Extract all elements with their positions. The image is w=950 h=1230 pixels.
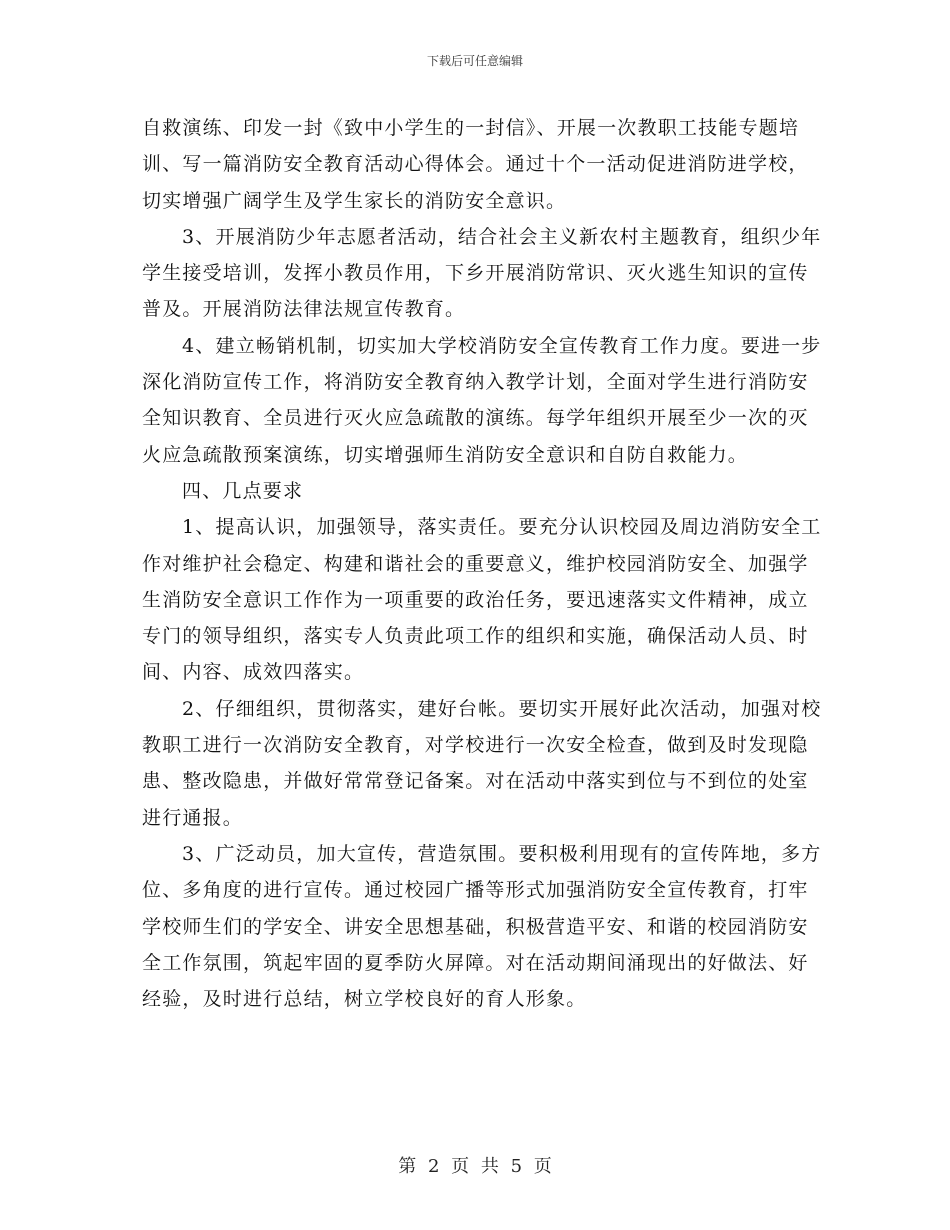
page-header-note: 下载后可任意编辑 — [426, 54, 523, 68]
paragraph-continuation: 自救演练、印发一封《致中小学生的一封信》、开展一次教职工技能专题培训、写一篇消防安全教育活动心得体会。通过十个一活动促进消防进学校，切实增强广阔学生及学生家长的消防安全意识。 — [142, 117, 809, 212]
paragraph-item-3: 3、开展消防少年志愿者活动，结合社会主义新农村主题教育，组织少年学生接受培训，发挥小教员作用，下乡开展消防常识、灭火逃生知识的宣传普及。开展消防法律法规宣传教育。 — [142, 225, 822, 321]
requirement-item-3: 3、广泛动员，加大宣传，营造氛围。要积极利用现有的宣传阵地，多方位、多角度的进行宣传。通过校园广播等形式加强消防安全宣传教育，打牢学校师生们的学安全、讲安全思想基础，积极营造平安、和谐的校园消防安全工作氛围，筑起牢固的夏季防火屏障。对在活动期间涌现出的好做法、好经验，及时进行总结，树立学校良好的育人形象。 — [142, 842, 822, 1011]
requirement-item-2: 2、仔细组织，贯彻落实，建好台帐。要切实开展好此次活动，加强对校教职工进行一次消防安全教育，对学校进行一次安全检查，做到及时发现隐患、整改隐患，并做好常常登记备案。对在活动中落实到位与不到位的处室进行通报。 — [142, 697, 822, 829]
section-heading-requirements: 四、几点要求 — [182, 479, 304, 502]
document-body — [142, 110, 822, 1017]
paragraph-item-4: 4、建立畅销机制，切实加大学校消防安全宣传教育工作力度。要进一步深化消防宣传工作，将消防安全教育纳入教学计划，全面对学生进行消防安全知识教育、全员进行灭火应急疏散的演练。每学年组织开展至少一次的灭火应急疏散预案演练，切实增强师生消防安全意识和自防自救能力。 — [142, 334, 822, 466]
requirement-item-1: 1、提高认识，加强领导，落实责任。要充分认识校园及周边消防安全工作对维护社会稳定、构建和谐社会的重要意义，维护校园消防安全、加强学生消防安全意识工作作为一项重要的政治任务，要迅速落实文件精神，成立专门的领导组织，落实专人负责此项工作的组织和实施，确保活动人员、时间、内容、成效四落实。 — [142, 516, 822, 684]
page-number-footer: 第 2 页 共 5 页 — [398, 1156, 552, 1177]
